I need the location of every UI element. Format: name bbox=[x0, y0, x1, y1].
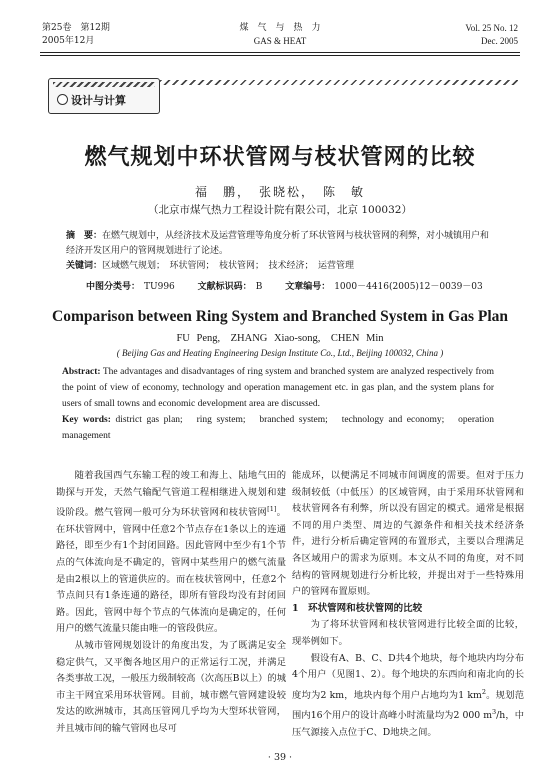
section-label: 设计与计算 bbox=[71, 94, 126, 107]
abstract-cn-text: 在燃气规划中，从经济技术及运营管理等角度分析了环状管网与枝状管网的利弊，对小城镇用户和经济开发区用户的管网规划进行了论述。 bbox=[66, 231, 490, 256]
body-paragraph: 假设有A、B、C、D共4个地块，每个地块内均分布4个用户（见图1、2）。每个地块的东西向和南北向的长度均为2 km，地块内每个用户占地均为1 $km^2$。规划范围内16个用户的设计高峰小时流量均为2 000 $m^3/h$，中压气源接入点位于C、D地块之间。 bbox=[292, 652, 524, 739]
affiliation-en: ( Beijing Gas and Heating Engineering Design Institute Co., Ltd., Beijing 100032, China ) bbox=[116, 348, 444, 358]
superscript: 2 bbox=[481, 687, 486, 696]
body-column-left bbox=[56, 468, 286, 738]
paper-title-cn: 燃气规划中环状管网与枝状管网的比较 bbox=[84, 144, 476, 170]
section-tab bbox=[48, 78, 160, 114]
clc-label: 中图分类号： bbox=[86, 282, 141, 292]
paper-title-en: Comparison between Ring System and Branched System in Gas Plan bbox=[52, 308, 508, 325]
tab-zigzag-decoration bbox=[53, 82, 155, 87]
keywords-en-text: district gas plan; ring system; branched system; technology and economy; operation management bbox=[62, 415, 495, 441]
journal-name-en: GAS & HEAT bbox=[253, 36, 307, 46]
authors-cn: 福 鹏， 张晓松， 陈 敏 bbox=[194, 185, 365, 199]
authors-en: FU Peng, ZHANG Xiao-song, CHEN Min bbox=[176, 333, 384, 344]
article-number-value: 1000－4416(2005)12－0039－03 bbox=[334, 282, 483, 292]
doc-code-label: 文献标识码： bbox=[197, 282, 252, 292]
clc-value: TU996 bbox=[144, 282, 175, 292]
body-paragraph: 从城市管网规划设计的角度出发，为了既满足安全稳定供气，又平衡各地区用户的正常运行工况，并满足各类事故工况，一般压力级制较高（次高压B以上）的城市主干网宜采用环状管网。目前，城市燃气管网建设较发达的欧洲城市，其高压管网几乎均为大型环状管网，并且城市间的输气管网也尽可 bbox=[56, 640, 286, 734]
keywords-cn bbox=[66, 259, 494, 274]
header-rule bbox=[40, 52, 520, 53]
abstract-cn bbox=[66, 229, 494, 274]
section-heading: 1 环状管网和枝状管网的比较 bbox=[292, 602, 423, 614]
citation-ref: [1] bbox=[267, 505, 277, 514]
abstract-en bbox=[62, 364, 494, 444]
keywords-cn-text: 区域燃气规划； 环状管网； 枝状管网； 技术经济； 运营管理 bbox=[102, 261, 355, 271]
volume-issue-en: Vol. 25 No. 12 bbox=[465, 23, 518, 33]
abstract-cn-body bbox=[66, 229, 494, 259]
doc-code-value: B bbox=[255, 282, 263, 292]
article-number-label: 文章编号： bbox=[285, 282, 331, 292]
page-number: · 39 · bbox=[267, 752, 293, 763]
affiliation-cn: （北京市煤气热力工程设计院有限公司，北京 100032） bbox=[148, 204, 412, 216]
classification-row bbox=[86, 279, 503, 292]
journal-name-cn: 煤 气 与 热 力 bbox=[239, 23, 321, 33]
date-en: Dec. 2005 bbox=[481, 36, 518, 46]
bullet-icon bbox=[57, 94, 68, 105]
body-paragraph: 为了将环状管网和枝状管网进行比较全面的比较，现举例如下。 bbox=[292, 619, 524, 647]
keywords-cn-label: 关键词： bbox=[66, 261, 103, 271]
volume-issue-cn: 第25卷 第12期 bbox=[42, 23, 110, 33]
keywords-en-label: Key words: bbox=[62, 415, 111, 425]
abstract-en-label: Abstract: bbox=[62, 367, 101, 377]
decorative-zigzag-line bbox=[160, 80, 518, 85]
body-paragraph: 能成环，以便满足不同城市间调度的需要。但对于压力级制较低（中低压）的区域管网，由于采用环状管网和枝状管网各有利弊，所以没有固定的模式。通常是根据不同的用户类型、周边的气源条件和相关技术经济条件，进行分析后确定管网的布置形式，主要以合理满足各区域用户的需求为原则。本文从不同的角度，对不同结构的管网规划进行分析比较，并提出对于一些特殊用户的管网布置原则。 bbox=[292, 470, 524, 598]
keywords-en bbox=[62, 412, 494, 444]
abstract-en-body bbox=[62, 364, 494, 412]
abstract-en-text: The advantages and disadvantages of ring system and branched system are analyzed respectively from the point of view of economy, technology and operation management etc. in gas plan, and the system plans for users of small towns and economic development area are discussed. bbox=[62, 367, 494, 409]
superscript: 3 bbox=[492, 708, 497, 717]
date-cn: 2005年12月 bbox=[42, 36, 95, 46]
body-paragraph: 随着我国西气东输工程的竣工和海上、陆地气田的勘探与开发，天然气输配气管道工程相继进入规划和建设阶段。燃气管网一般可分为环状管网和枝状管网[1]。在环状管网中，管网中任意2个节点存在1条以上的连通路径，即至少有1个封闭回路。因此管网中至少有1个节点的气体流向是不确定的，管网中某些用户的燃气流量是由2根以上的管道供应的。而在枝状管网中，任意2个节点间只有1条连通的路径，即所有管段均没有封闭回路。因此，管网中每个节点的气体流向是确定的，任何用户的燃气流量只能由唯一的管段供应。 bbox=[56, 470, 286, 635]
header-rule-thin bbox=[40, 55, 520, 56]
abstract-cn-label: 摘 要： bbox=[66, 231, 103, 241]
body-column-right bbox=[292, 468, 524, 742]
header-right bbox=[465, 22, 518, 48]
